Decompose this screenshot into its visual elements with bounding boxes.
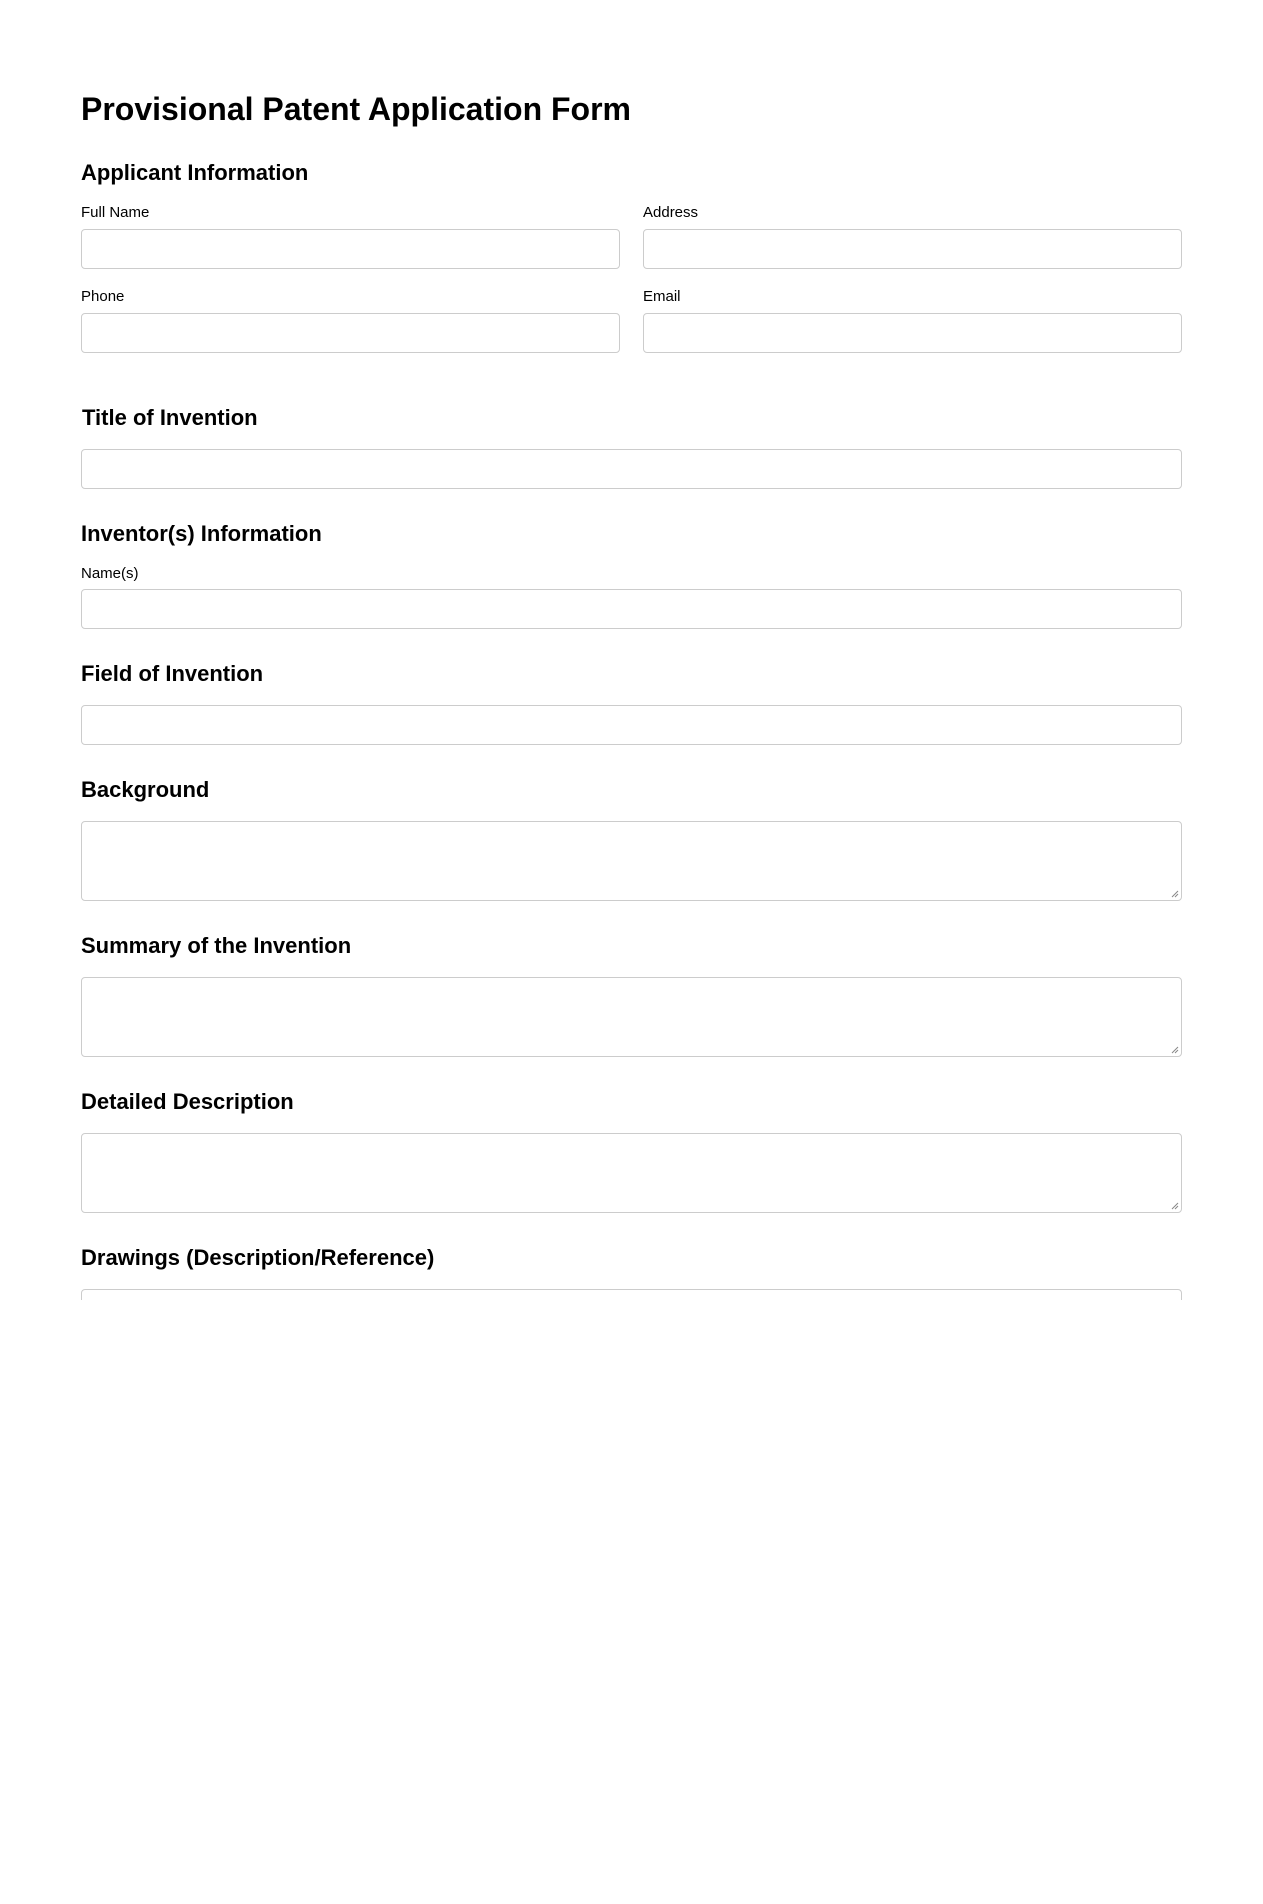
resize-grip-icon[interactable] [1170, 1045, 1179, 1054]
detailed-description-textarea[interactable] [81, 1133, 1182, 1213]
summary-heading: Summary of the Invention [81, 933, 352, 958]
summary-textarea[interactable] [81, 977, 1182, 1057]
background-textarea[interactable] [81, 821, 1182, 901]
drawings-textarea[interactable] [81, 1289, 1182, 1300]
email-label: Email [643, 288, 681, 305]
full-name-input[interactable] [81, 229, 620, 269]
field-of-invention-input[interactable] [81, 705, 1182, 745]
background-heading: Background [81, 777, 210, 802]
inventors-heading: Inventor(s) Information [81, 521, 322, 546]
page-title: Provisional Patent Application Form [81, 91, 631, 127]
title-of-invention-input[interactable] [81, 449, 1182, 489]
inventor-names-label: Name(s) [81, 565, 139, 582]
drawings-heading: Drawings (Description/Reference) [81, 1245, 435, 1270]
address-input[interactable] [643, 229, 1182, 269]
address-label: Address [643, 204, 699, 221]
field-of-invention-heading: Field of Invention [81, 661, 264, 686]
full-name-label: Full Name [81, 204, 150, 221]
inventor-names-input[interactable] [81, 589, 1182, 629]
email-input[interactable] [643, 313, 1182, 353]
applicant-heading: Applicant Information [81, 160, 309, 185]
phone-label: Phone [81, 288, 125, 305]
resize-grip-icon[interactable] [1170, 889, 1179, 898]
resize-grip-icon[interactable] [1170, 1201, 1179, 1210]
phone-input[interactable] [81, 313, 620, 353]
title-of-invention-heading: Title of Invention [82, 405, 258, 430]
detailed-description-heading: Detailed Description [81, 1089, 294, 1114]
